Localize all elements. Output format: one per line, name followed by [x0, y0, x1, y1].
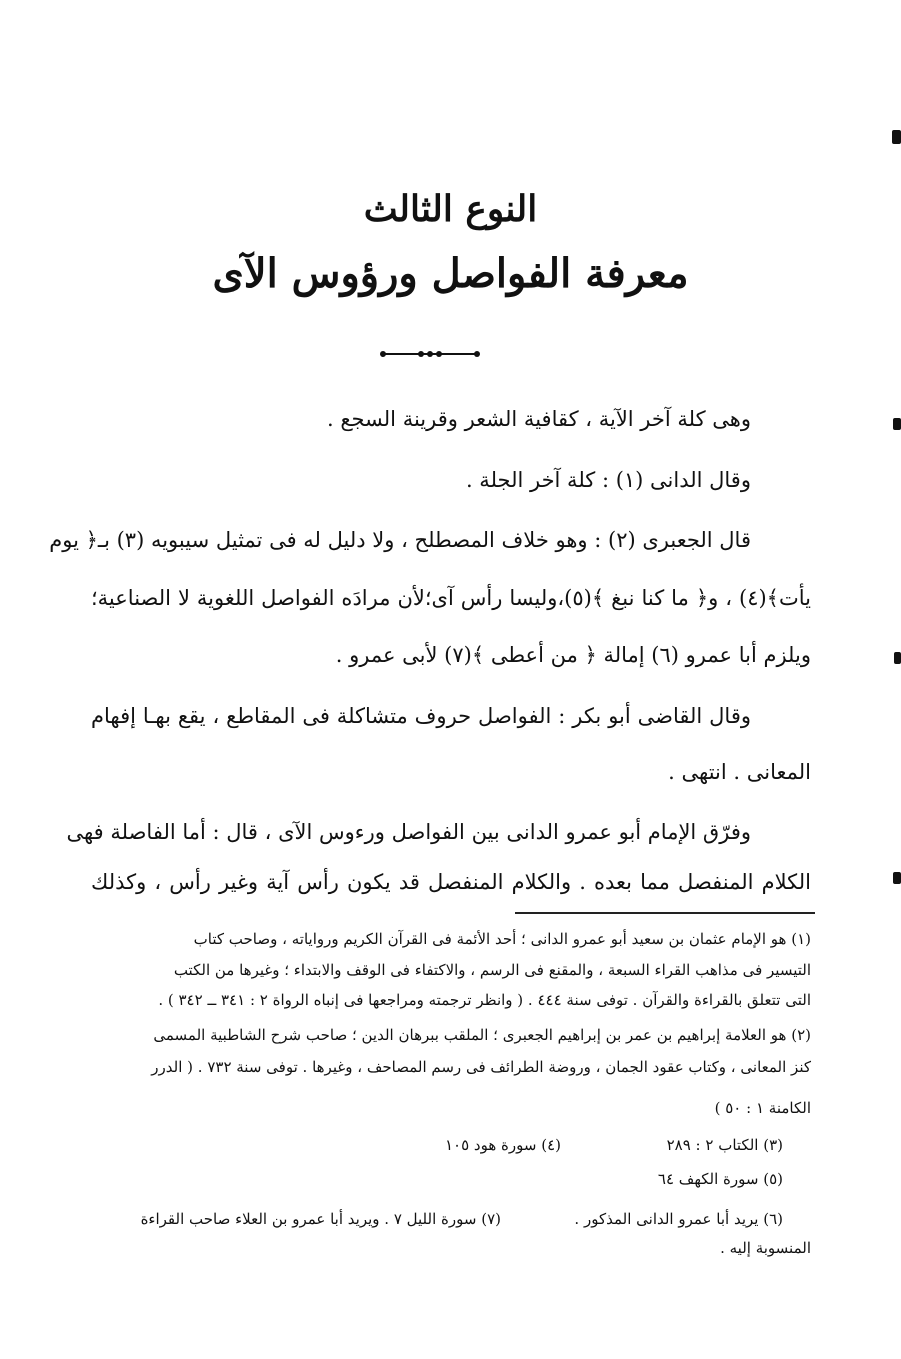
- scan-mark: [892, 130, 901, 144]
- footnote-3: (٣) الكتاب ٢ : ٢٨٩: [666, 1136, 783, 1154]
- chapter-title: معرفة الفواصل ورؤوس الآى: [212, 250, 689, 297]
- paragraph-1: وهى كلة آخر الآية ، كقافية الشعر وقرينة السجع .: [326, 407, 751, 431]
- footnote-1-line-3: التى تتعلق بالقراءة والقرآن . توفى سنة ٤٤٤ . ( وانظر ترجمته ومراجعها فى إنباه الرواة ٢ : ٣٤١ ــ ٣٤٢ ) .: [158, 991, 811, 1009]
- footnote-5: (٥) سورة الكهف ٦٤: [657, 1170, 783, 1188]
- footnote-1-line-2: التيسير فى مذاهب القراء السبعة ، والمقنع فى الرسم ، والاكتفاء فى الوقف والابتداء ؛ وغيرها من الكتب: [173, 961, 811, 979]
- footnote-rule: [515, 912, 815, 914]
- scan-mark: [893, 872, 901, 884]
- paragraph-5-line-2: الكلام المنفصل مما بعده . والكلام المنفصل قد يكون رأس آية وغير رأس ، وكذلك: [91, 870, 811, 894]
- paragraph-4-line-2: المعانى . انتهى .: [668, 760, 811, 784]
- footnote-6: (٦) يريد أبا عمرو الدانى المذكور .: [574, 1210, 783, 1228]
- chapter-heading: النوع الثالث: [363, 188, 538, 230]
- footnote-2-line-1: (٢) هو العلامة إبراهيم بن عمر بن إبراهيم الجعبرى ؛ الملقب ببرهان الدين ؛ صاحب شرح الشاطبية المسمى: [153, 1026, 811, 1044]
- paragraph-5-line-1: وفرّق الإمام أبو عمرو الدانى بين الفواصل ورءوس الآى ، قال : أما الفاصلة فهى: [66, 820, 751, 844]
- paragraph-2: وقال الدانى (١) : كلة آخر الجلة .: [465, 468, 751, 492]
- footnote-2-line-3: الكامنة ١ : ٥٠ ): [714, 1099, 811, 1117]
- footnote-2-line-2: كنز المعانى ، وكتاب عقود الجمان ، وروضة الطرائف فى رسم المصاحف ، وغيرها . توفى سنة ٧٣٢ . ( الدرر: [151, 1058, 811, 1076]
- paragraph-3-line-3: ويلزم أبا عمرو (٦) إمالة ﴿ من أعطى ﴾(٧) لأبى عمرو .: [335, 643, 811, 667]
- scan-mark: [894, 652, 901, 664]
- footnote-4: (٤) سورة هود ١٠٥: [444, 1136, 561, 1154]
- paragraph-3-line-2: يأت﴾(٤) ، و﴿ ما كنا نبغ ﴾(٥)،وليسا رأس آى؛لأن مرادَه الفواصل اللغوية لا الصناعية؛: [91, 586, 811, 610]
- paragraph-3-line-1: قال الجعبرى (٢) : وهو خلاف المصطلح ، ولا دليل له فى تمثيل سيبويه (٣) بـ﴿ يوم: [49, 528, 751, 552]
- footnote-7-line-2: المنسوبة إليه .: [720, 1239, 811, 1257]
- footnote-7-line-1: (٧) سورة الليل ٧ . ويريد أبا عمرو بن العلاء صاحب القراءة: [140, 1210, 501, 1228]
- ornament-divider: [380, 348, 480, 360]
- scan-mark: [893, 418, 901, 430]
- footnote-1-line-1: (١) هو الإمام عثمان بن سعيد أبو عمرو الدانى ؛ أحد الأئمة فى القرآن الكريم ورواياته ، وصاحب كتاب: [193, 930, 811, 948]
- paragraph-4-line-1: وقال القاضى أبو بكر : الفواصل حروف متشاكلة فى المقاطع ، يقع بهـا إفهام: [91, 704, 751, 728]
